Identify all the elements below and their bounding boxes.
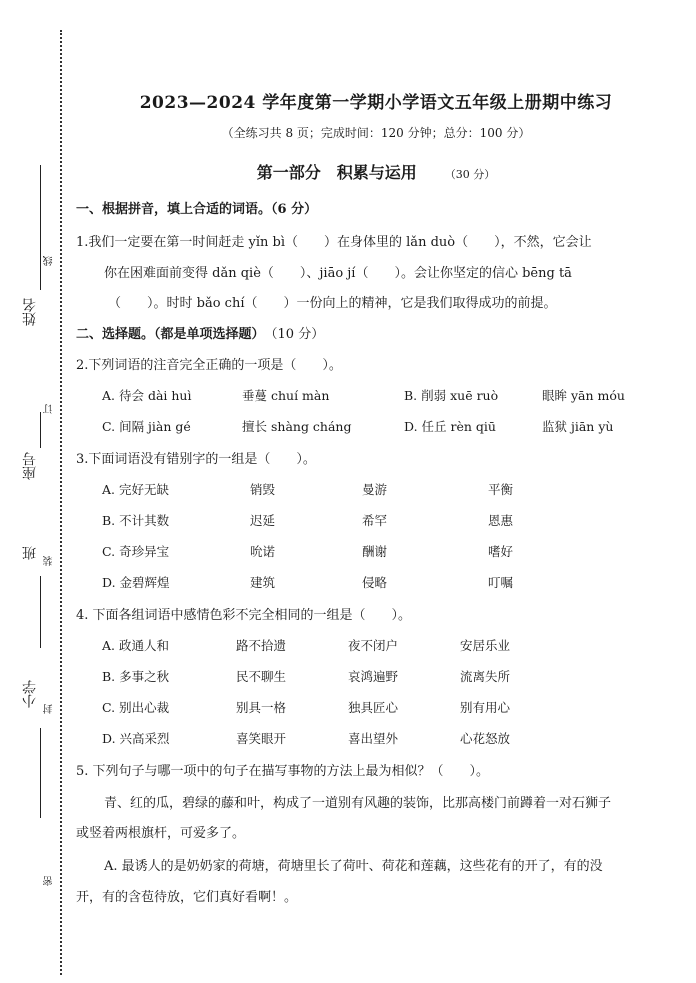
q3-a4: 平衡: [488, 482, 514, 497]
q4-stem: 4. 下面各组词语中感情色彩不完全相同的一组是（ ）。: [76, 608, 412, 623]
binding-mark-ding: 订: [44, 404, 55, 414]
q3-c2: 吮诺: [250, 544, 276, 559]
section2-score: （10 分）: [271, 327, 325, 342]
part-score: （30 分）: [444, 168, 496, 181]
q3-d3: 侵略: [362, 575, 388, 590]
q2-option-c: C. 间隔 jiàn gé: [102, 419, 191, 434]
q1-line3: （ ）。时时 bǎo chí（ ）一份向上的精神，它是我们取得成功的前提。: [108, 296, 557, 311]
q2-stem: 2.下列词语的注音完全正确的一项是（ ）。: [76, 358, 342, 373]
q4-a3: 夜不闭户: [348, 638, 399, 653]
q3-b2: 迟延: [250, 513, 276, 528]
q4-d2: 喜笑眼开: [236, 731, 287, 746]
q2-option-b: B. 削弱 xuē ruò: [404, 388, 499, 403]
q5-passage-line2: 或竖着两根旗杆，可爱多了。: [76, 826, 246, 841]
q5-passage-line1: 青、红的瓜，碧绿的藤和叶，构成了一道别有风趣的装饰，比那高楼门前蹲着一对石狮子: [104, 796, 612, 811]
section2-heading: [76, 323, 324, 342]
exam-title: 2023—2024 学年度第一学期小学语文五年级上册期中练习: [139, 93, 613, 113]
binding-mark-feng: 封: [44, 704, 55, 714]
q5-stem: 5. 下列句子与哪一项中的句子在描写事物的方法上最为相似？（ ）。: [76, 764, 490, 779]
q1-line1: 1.我们一定要在第一时间赶走 yǐn bì（ ）在身体里的 lǎn duò（ ），不然，它会让: [76, 235, 592, 250]
seat-underline: [40, 412, 41, 448]
q4-d4: 心花怒放: [460, 731, 511, 746]
q3-a2: 销毁: [250, 482, 276, 497]
q3-a3: 曼游: [362, 482, 388, 497]
q3-b4: 恩惠: [488, 513, 514, 528]
name-label: 姓名: [22, 298, 38, 326]
part-heading: [76, 160, 676, 183]
q4-c2: 别具一格: [236, 700, 287, 715]
q2-option-a: A. 待会 dài huì: [102, 388, 192, 403]
q3-c1: C. 奇珍异宝: [102, 544, 170, 559]
q3-b1: B. 不计其数: [102, 513, 170, 528]
q2-option-d: D. 任丘 rèn qiū: [404, 419, 496, 434]
q4-a2: 路不拾遗: [236, 638, 287, 653]
exam-subtitle: （全练习共 8 页；完成时间：120 分钟；总分：100 分）: [221, 126, 531, 140]
q4-b4: 流离失所: [460, 669, 511, 684]
q3-b3: 希罕: [362, 513, 388, 528]
q5-option-a-line2: 开，有的含苞待放，它们真好看啊！。: [76, 890, 298, 905]
q3-d1: D. 金碧辉煌: [102, 575, 170, 590]
q4-c4: 别有用心: [460, 700, 511, 715]
q4-b2: 民不聊生: [236, 669, 287, 684]
q4-d1: D. 兴高采烈: [102, 731, 170, 746]
q2-option-b2: 眼眸 yān móu: [542, 388, 625, 403]
q3-stem: 3.下面词语没有错别字的一组是（ ）。: [76, 452, 316, 467]
q4-a1: A. 政通人和: [102, 638, 169, 653]
binding-dotted-line: [60, 30, 62, 975]
name-underline: [40, 165, 41, 290]
q2-option-d2: 监狱 jiān yù: [542, 419, 614, 434]
part-title: 第一部分 积累与运用: [256, 163, 417, 182]
q2-option-c2: 擅长 shàng cháng: [242, 419, 352, 434]
binding-mark-zhuang: 装: [44, 556, 55, 566]
q5-option-a-line1: A. 最诱人的是奶奶家的荷塘，荷塘里长了荷叶、荷花和莲藕，这些花有的开了，有的没: [104, 859, 603, 874]
q3-a1: A. 完好无缺: [102, 482, 169, 497]
q3-d4: 叮嘱: [488, 575, 514, 590]
q4-c1: C. 别出心裁: [102, 700, 170, 715]
q1-line2: 你在困难面前变得 dǎn qiè（ ）、jiāo jí（ ）。会让你坚定的信心 bēng tā: [104, 266, 572, 281]
binding-mark-xian: 线: [44, 256, 55, 266]
q4-b1: B. 多事之秋: [102, 669, 170, 684]
binding-mark-mi: 密: [44, 876, 55, 886]
section2-heading-text: 二、选择题。（都是单项选择题）: [76, 327, 259, 342]
class-underline: [40, 576, 41, 648]
school-underline: [40, 728, 41, 818]
q4-d3: 喜出望外: [348, 731, 399, 746]
q2-option-a2: 垂蔓 chuí màn: [242, 388, 330, 403]
seat-label: 座号: [22, 452, 38, 480]
q4-b3: 哀鸿遍野: [348, 669, 399, 684]
q3-c4: 嗜好: [488, 544, 514, 559]
school-label: 小学: [22, 680, 38, 708]
class-label: 班: [22, 546, 38, 560]
section1-heading: 一、根据拼音，填上合适的词语。（6 分）: [76, 202, 318, 217]
q3-d2: 建筑: [250, 575, 276, 590]
q3-c3: 酬谢: [362, 544, 388, 559]
q4-a4: 安居乐业: [460, 638, 511, 653]
q4-c3: 独具匠心: [348, 700, 399, 715]
